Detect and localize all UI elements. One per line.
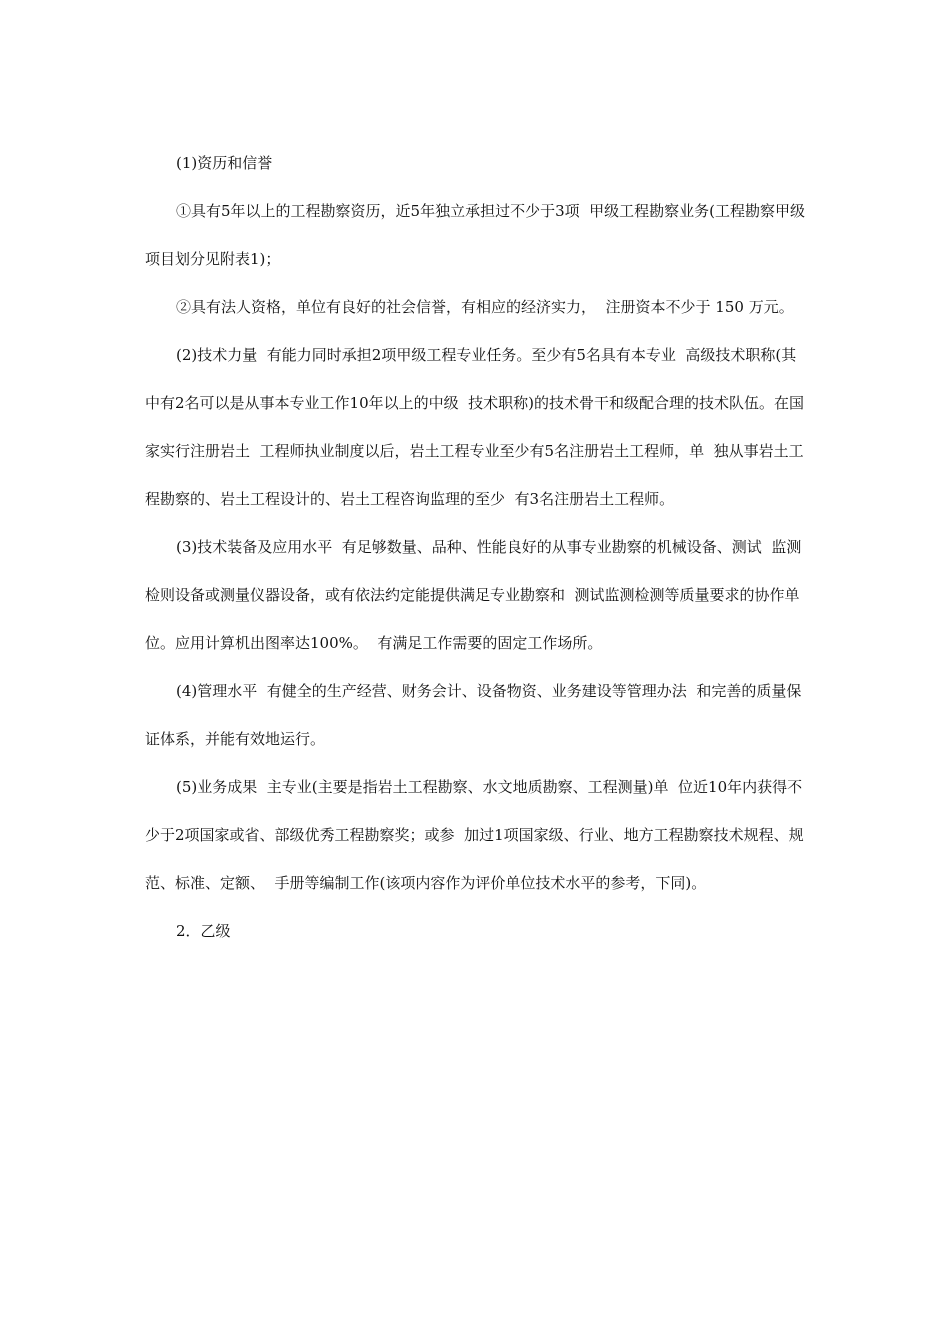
paragraph-1-1-b: 项目划分见附表1)； <box>145 250 281 268</box>
paragraph-section-3-b: 检则设备或测量仪器设备，或有依法约定能提供满足专业勘察和 测试监测检测等质量要求的协作单 <box>145 586 800 604</box>
paragraph-section-2-d: 程勘察的、岩土工程设计的、岩土工程咨询监理的至少 有3名注册岩土工程师。 <box>145 490 675 508</box>
paragraph-1-2: ②具有法人资格，单位有良好的社会信誉，有相应的经济实力， 注册资本不少于 150 万元。 <box>176 298 794 316</box>
paragraph-section-5-a: (5)业务成果 主专业(主要是指岩土工程勘察、水文地质勘察、工程测量)单 位近10年内获得不 <box>176 778 803 796</box>
paragraph-section-5-c: 范、标准、定额、 手册等编制工作(该项内容作为评价单位技术水平的参考，下同)。 <box>145 874 707 892</box>
paragraph-section-5-b: 少于2项国家或省、部级优秀工程勘察奖；或参 加过1项国家级、行业、地方工程勘察技术规程、规 <box>145 826 804 844</box>
paragraph-section-2-b: 中有2名可以是从事本专业工作10年以上的中级 技术职称)的技术骨干和级配合理的技术队伍。在国 <box>145 394 805 412</box>
paragraph-section-4-b: 证体系，并能有效地运行。 <box>145 730 326 748</box>
paragraph-section-4-a: (4)管理水平 有健全的生产经营、财务会计、设备物资、业务建设等管理办法 和完善的质量保 <box>176 682 802 700</box>
paragraph-section-1-heading: (1)资历和信誉 <box>176 154 273 172</box>
paragraph-section-2-c: 家实行注册岩土 工程师执业制度以后，岩土工程专业至少有5名注册岩土工程师，单 独从事岩土工 <box>145 442 804 460</box>
heading-grade-b: 2．乙级 <box>176 922 231 940</box>
paragraph-1-1-a: ①具有5年以上的工程勘察资历，近5年独立承担过不少于3项 甲级工程勘察业务(工程勘察甲级 <box>176 202 806 220</box>
paragraph-section-3-a: (3)技术装备及应用水平 有足够数量、品种、性能良好的从事专业勘察的机械设备、测试 监测 <box>176 538 802 556</box>
paragraph-section-3-c: 位。应用计算机出图率达100%。 有满足工作需要的固定工作场所。 <box>145 634 603 652</box>
document-body <box>145 150 810 966</box>
paragraph-section-2-a: (2)技术力量 有能力同时承担2项甲级工程专业任务。至少有5名具有本专业 高级技术职称(其 <box>176 346 797 364</box>
